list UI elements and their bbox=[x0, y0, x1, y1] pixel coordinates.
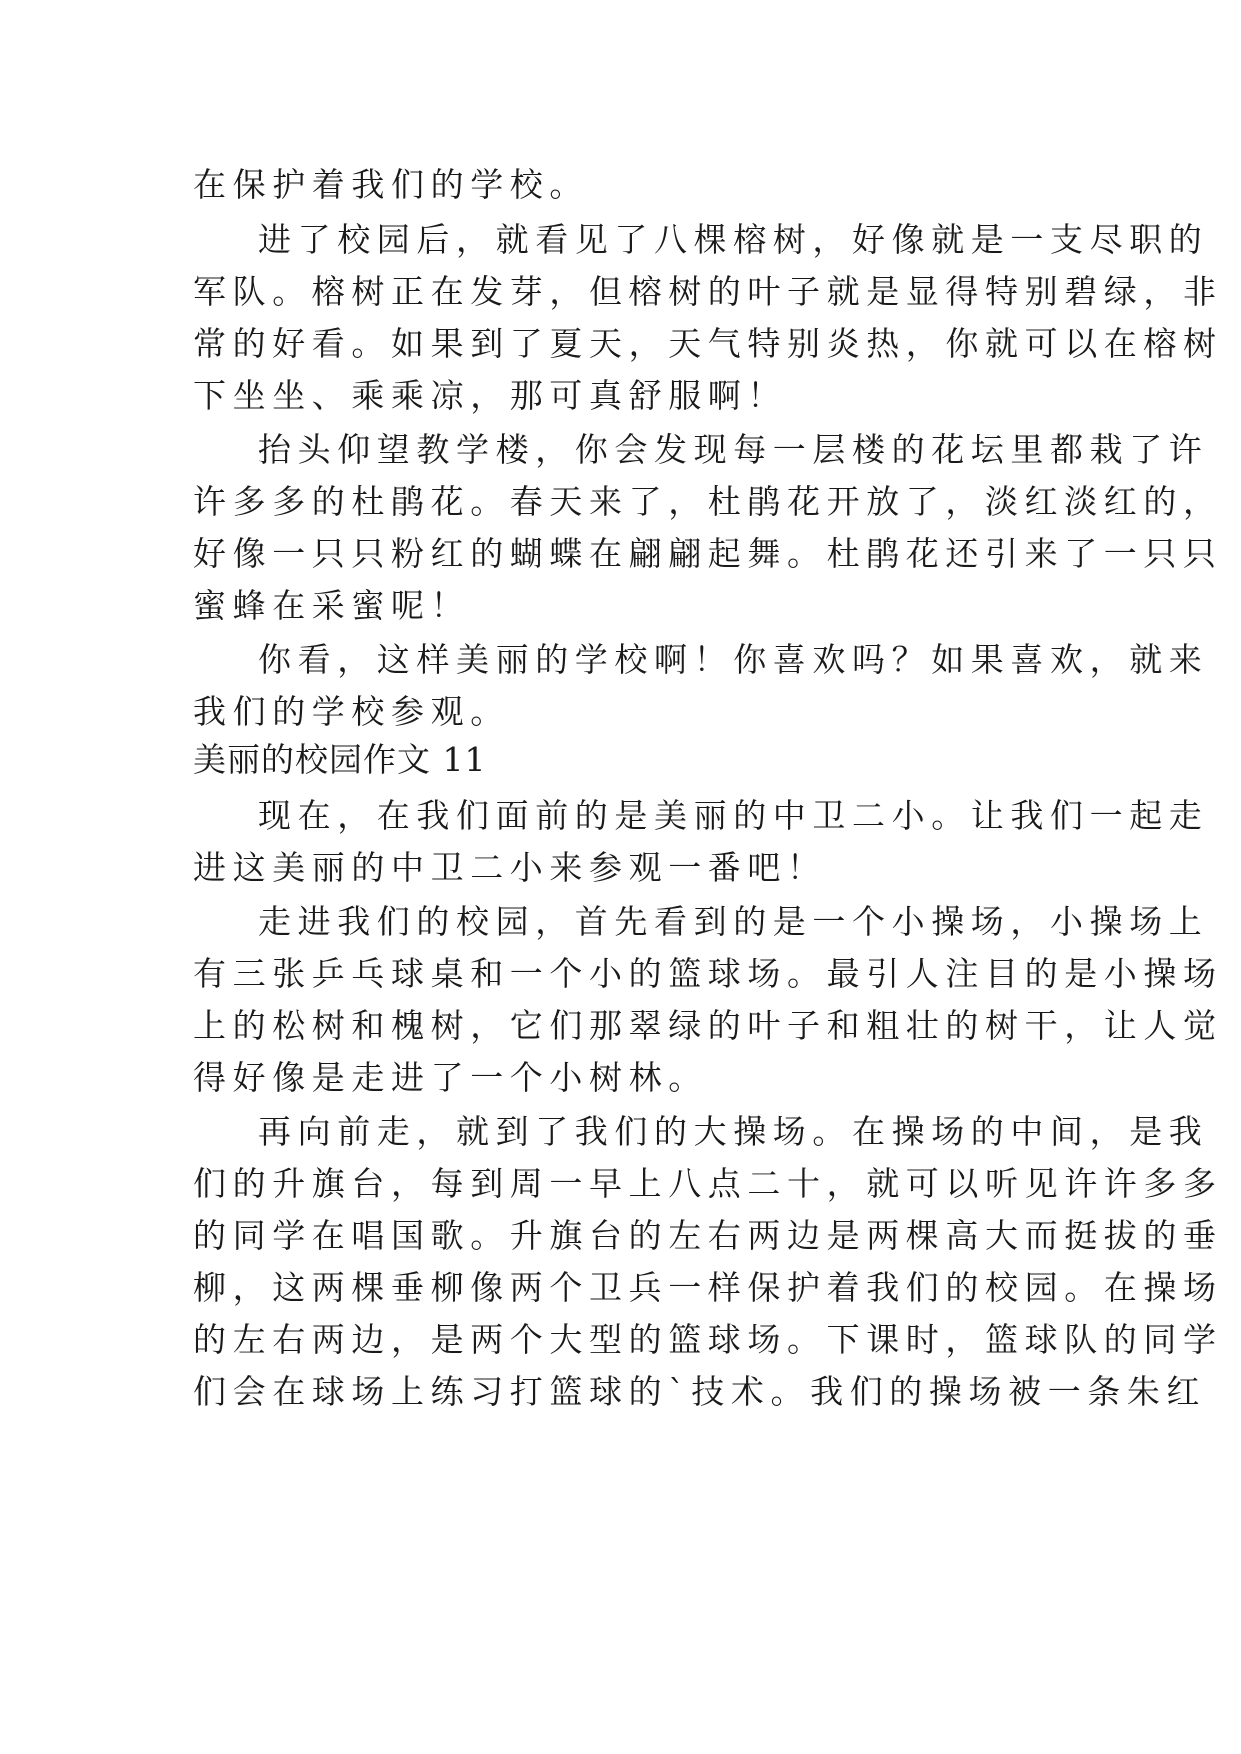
text-line: 进这美丽的中卫二小来参观一番吧！ bbox=[193, 848, 827, 887]
text-line: 我们的学校参观。 bbox=[193, 692, 510, 731]
text-line: 蜜蜂在采蜜呢！ bbox=[193, 586, 471, 625]
text-line: 军队。榕树正在发芽，但榕树的叶子就是显得特别碧绿，非 bbox=[193, 272, 1223, 311]
paragraph-start-line: 进了校园后，就看见了八棵榕树，好像就是一支尽职的 bbox=[258, 220, 1209, 259]
text-line: 许多多的杜鹃花。春天来了，杜鹃花开放了，淡红淡红的， bbox=[193, 482, 1223, 521]
text-line: 常的好看。如果到了夏天，天气特别炎热，你就可以在榕树 bbox=[193, 324, 1223, 363]
text-line: 好像一只只粉红的蝴蝶在翩翩起舞。杜鹃花还引来了一只只 bbox=[193, 534, 1223, 573]
paragraph-start-line: 现在，在我们面前的是美丽的中卫二小。让我们一起走 bbox=[258, 796, 1209, 835]
text-line: 柳，这两棵垂柳像两个卫兵一样保护着我们的校园。在操场 bbox=[193, 1268, 1223, 1307]
text-line: 上的松树和槐树，它们那翠绿的叶子和粗壮的树干，让人觉 bbox=[193, 1006, 1223, 1045]
section-heading: 美丽的校园作文 11 bbox=[193, 740, 487, 779]
text-line: 们的升旗台，每到周一早上八点二十，就可以听见许许多多 bbox=[193, 1164, 1223, 1203]
text-line: 有三张乒乓球桌和一个小的篮球场。最引人注目的是小操场 bbox=[193, 954, 1223, 993]
text-line: 的同学在唱国歌。升旗台的左右两边是两棵高大而挺拔的垂 bbox=[193, 1216, 1223, 1255]
paragraph-start-line: 抬头仰望教学楼，你会发现每一层楼的花坛里都栽了许 bbox=[258, 430, 1209, 469]
text-line: 得好像是走进了一个小树林。 bbox=[193, 1058, 708, 1097]
paragraph-start-line: 走进我们的校园，首先看到的是一个小操场，小操场上 bbox=[258, 902, 1209, 941]
text-line: 的左右两边，是两个大型的篮球场。下课时，篮球队的同学 bbox=[193, 1320, 1223, 1359]
paragraph-start-line: 你看，这样美丽的学校啊！你喜欢吗？如果喜欢，就来 bbox=[258, 640, 1209, 679]
paragraph-start-line: 再向前走，就到了我们的大操场。在操场的中间，是我 bbox=[258, 1112, 1209, 1151]
text-line: 们会在球场上练习打篮球的`技术。我们的操场被一条朱红 bbox=[193, 1372, 1207, 1411]
text-line: 在保护着我们的学校。 bbox=[193, 165, 589, 204]
text-line: 下坐坐、乘乘凉，那可真舒服啊！ bbox=[193, 376, 787, 415]
